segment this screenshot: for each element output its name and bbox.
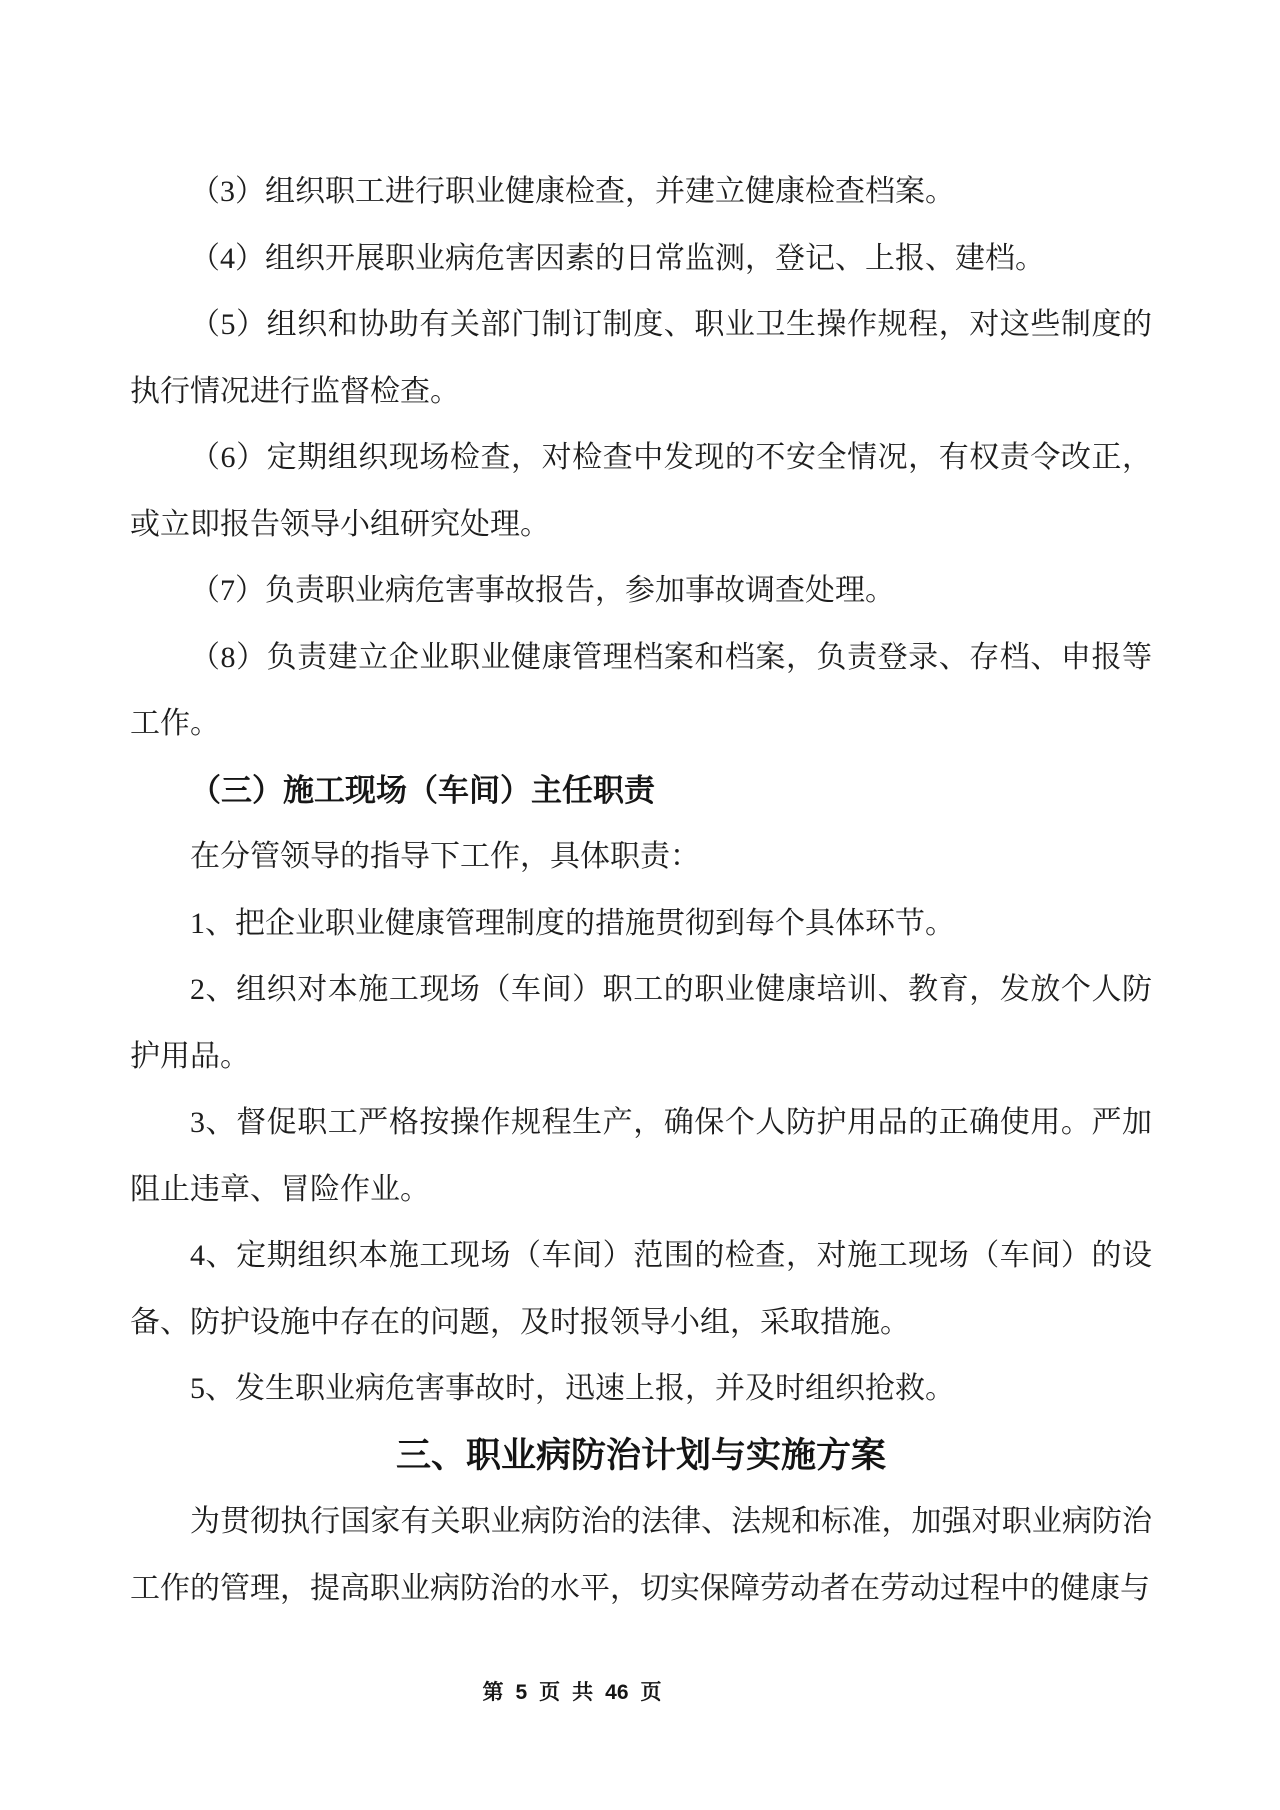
- page-footer: [0, 1678, 1144, 1707]
- section-heading: 三、职业病防治计划与实施方案: [395, 1435, 886, 1475]
- sub-heading: （三）施工现场（车间）主任职责: [190, 772, 655, 808]
- text-line: （3）组织职工进行职业健康检查，并建立健康检查档案。: [190, 175, 955, 208]
- footer-current-page: 5: [515, 1681, 528, 1704]
- text-line: （4）组织开展职业病危害因素的日常监测，登记、上报、建档。: [190, 241, 1045, 275]
- text-line: 工作的管理，提高职业病防治的水平，切实保障劳动者在劳动过程中的健康与: [130, 1571, 1150, 1605]
- text-line: 护用品。: [130, 1039, 250, 1073]
- text-line: 执行情况进行监督检查。: [130, 374, 460, 408]
- footer-label-gong: 共: [572, 1680, 594, 1704]
- footer-label-page-unit: 页: [539, 1680, 561, 1704]
- text-line: 阻止违章、冒险作业。: [130, 1172, 430, 1206]
- text-line: 或立即报告领导小组研究处理。: [130, 507, 550, 541]
- text-line: 5、发生职业病危害事故时，迅速上报，并及时组织抢救。: [190, 1372, 955, 1405]
- text-line: （7）负责职业病危害事故报告，参加事故调查处理。: [190, 574, 895, 607]
- footer-label-di: 第: [482, 1680, 504, 1704]
- text-line: 4、定期组织本施工现场（车间）范围的检查，对施工现场（车间）的设: [190, 1239, 1152, 1272]
- text-line: （5）组织和协助有关部门制订制度、职业卫生操作规程，对这些制度的: [190, 308, 1152, 341]
- text-line: （8）负责建立企业职业健康管理档案和档案，负责登录、存档、申报等: [190, 640, 1152, 674]
- document-body: [130, 159, 1152, 1622]
- text-line: 在分管领导的指导下工作，具体职责：: [190, 840, 700, 873]
- footer-total-pages: 46: [605, 1681, 629, 1704]
- text-line: 为贯彻执行国家有关职业病防治的法律、法规和标准，加强对职业病防治: [190, 1505, 1152, 1538]
- text-line: 工作。: [130, 707, 220, 740]
- text-line: 1、把企业职业健康管理制度的措施贯彻到每个具体环节。: [190, 906, 955, 940]
- text-line: 3、督促职工严格按操作规程生产，确保个人防护用品的正确使用。严加: [190, 1106, 1152, 1139]
- footer-label-total-unit: 页: [640, 1680, 662, 1704]
- text-line: 备、防护设施中存在的问题，及时报领导小组，采取措施。: [130, 1305, 910, 1339]
- text-line: （6）定期组织现场检查，对检查中发现的不安全情况，有权责令改正，: [190, 441, 1152, 474]
- text-line: 2、组织对本施工现场（车间）职工的职业健康培训、教育，发放个人防: [190, 973, 1152, 1006]
